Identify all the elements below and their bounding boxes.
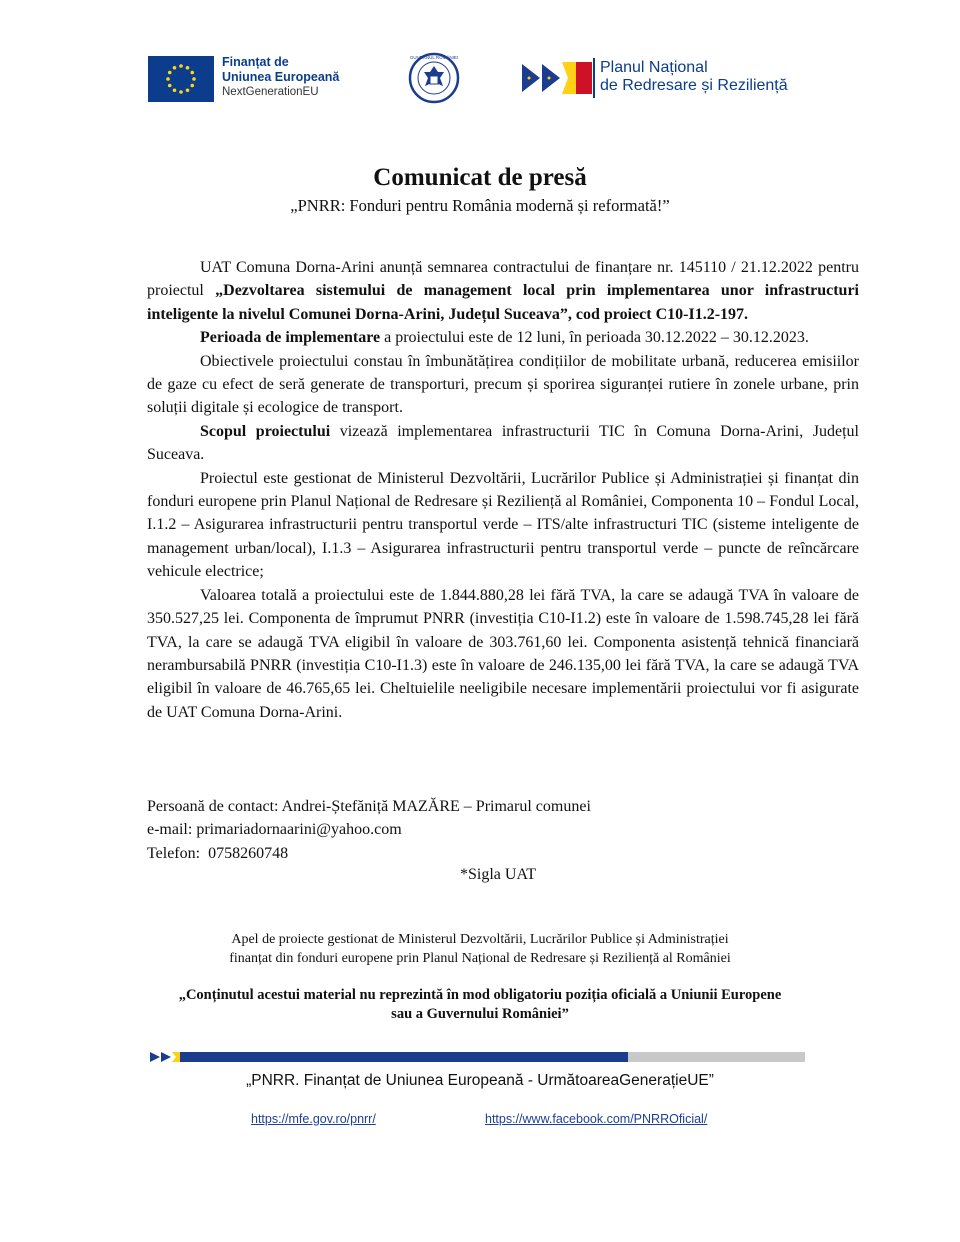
press-release-body xyxy=(147,256,859,724)
paragraph-value: Valoarea totală a proiectului este de 1.844.880,28 lei fără TVA, la care se adaugă TVA în valoare de 350.527,25 lei. Componenta de împrumut PNRR (investiția C10-I1.2) este în valoare de 1.598.745,28 lei fără TVA, la care se adaugă TVA eligibil în valoare de 303.761,60 lei. Componenta asistență tehnică financiară nerambursabilă PNRR (investiția C10-I1.3) este în valoare de 246.135,00 lei fără TVA, la care se adaugă TVA eligibil în valoare de 46.765,65 lei. Cheltuielile neeligibile necesare implementării proiectului vor fi asigurate de UAT Comuna Dorna-Arini. xyxy=(147,586,859,721)
footer-bar-blue xyxy=(180,1052,628,1062)
eu-funding-line1: Finanțat de xyxy=(222,55,289,69)
period-label-bold: Perioada de implementare xyxy=(200,329,381,347)
paragraph-scope xyxy=(147,420,859,467)
eu-star-icon xyxy=(186,88,190,92)
contact-phone: Telefon: 0758260748 xyxy=(147,844,289,862)
eu-star-icon xyxy=(192,77,196,81)
pnrr-logo-line2: de Redresare și Reziliență xyxy=(600,77,788,94)
disclaimer-text: „Conținutul acestui material nu reprezintă în mod obligatoriu poziția oficială a Uniunii Europene sau a Guvernului României” xyxy=(178,987,782,1022)
footer-arrow-icon xyxy=(150,1052,180,1062)
pnrr-logo-icon xyxy=(522,58,592,98)
paragraph-contract xyxy=(147,256,859,326)
sigla-uat-note: *Sigla UAT xyxy=(460,866,536,883)
paragraph-objectives: Obiectivele proiectului constau în îmbunătățirea condițiilor de mobilitate urbană, reducerea emisiilor de gaze cu efect de seră generate de transporturi, precum și sporirea siguranței rutiere în zonele urbane, prin soluții digitale și ecologice de transport. xyxy=(147,352,859,417)
contact-email: e-mail: primariadornaarini@yahoo.com xyxy=(147,821,402,839)
eu-star-icon xyxy=(168,71,172,75)
eu-star-icon xyxy=(190,71,194,75)
page-title: Comunicat de presă xyxy=(373,164,587,191)
paragraph-management: Proiectul este gestionat de Ministerul Dezvoltării, Lucrărilor Publice și Administrației și finanțat din fonduri europene prin Planul Național de Redresare și Reziliență al României, Componenta 10 – Fondul Local, I.1.2 – Asigurarea infrastructurii pentru transportul verde – ITS/alte infrastructuri TIC (sisteme inteligente de management urban/local), I.1.3 – Asigurarea infrastructurii pentru transportul verde – puncte de reîncărcare vehicule electrice; xyxy=(147,469,859,581)
call-for-projects-note xyxy=(0,930,960,968)
government-seal-logo xyxy=(408,50,460,106)
eu-funding-text xyxy=(222,55,339,100)
eu-star-icon xyxy=(186,66,190,70)
eu-star-icon xyxy=(168,84,172,88)
pnrr-logo-divider xyxy=(593,58,595,98)
project-title-bold: „Dezvoltarea sistemului de management local prin implementarea unor infrastructuri inteligente la nivelul Comunei Dorna-Arini, Județul Suceava”, cod proiect C10-I1.2-197. xyxy=(147,282,859,323)
eu-star-icon xyxy=(173,66,177,70)
facebook-pnrr-link[interactable]: https://www.facebook.com/PNRROficial/ xyxy=(485,1112,708,1126)
eu-star-icon xyxy=(173,88,177,92)
pnrr-logo-line1: Planul Național xyxy=(600,59,708,76)
eu-star-icon xyxy=(166,77,170,81)
eu-star-icon xyxy=(190,84,194,88)
footer-slogan: „PNRR. Finanțat de Uniunea Europeană - UrmătoareaGenerațieUE” xyxy=(246,1072,714,1089)
next-generation-eu-label: NextGenerationEU xyxy=(222,86,319,98)
mfe-pnrr-link[interactable]: https://mfe.gov.ro/pnrr/ xyxy=(251,1112,376,1126)
contact-person: Persoană de contact: Andrei-Ștefăniță MAZĂRE – Primarul comunei xyxy=(147,798,591,815)
paragraph-contract-text: UAT Comuna Dorna-Arini anunță semnarea contractului de finanțare nr. 145110 / 21.12.2022 pentru proiectul xyxy=(147,259,859,300)
page-subtitle: „PNRR: Fonduri pentru România modernă și reformată!” xyxy=(290,196,670,215)
eu-star-icon xyxy=(179,64,183,68)
gov-seal-text: GUVERNUL ROMÂNIEI xyxy=(409,55,459,60)
pnrr-logo-text xyxy=(600,59,788,95)
eu-star-icon xyxy=(179,90,183,94)
period-text: a proiectului este de 12 luni, în perioada 30.12.2022 – 30.12.2023. xyxy=(380,329,809,347)
eu-flag-logo xyxy=(148,56,214,102)
call-line1: Apel de proiecte gestionat de Ministerul Dezvoltării, Lucrărilor Publice și Administrației xyxy=(231,932,729,947)
call-line2: finanțat din fonduri europene prin Planul Național de Redresare și Reziliență al României xyxy=(229,951,731,966)
footer-color-bar xyxy=(150,1052,805,1062)
paragraph-period xyxy=(147,326,859,349)
scope-text: vizează implementarea infrastructurii TIC în Comuna Dorna-Arini, Județul Suceava. xyxy=(147,422,859,464)
scope-label-bold: Scopul proiectului xyxy=(200,422,331,440)
contact-block xyxy=(147,795,591,865)
eu-funding-line2: Uniunea Europeană xyxy=(222,70,340,84)
footer-bar-gray xyxy=(628,1052,805,1062)
